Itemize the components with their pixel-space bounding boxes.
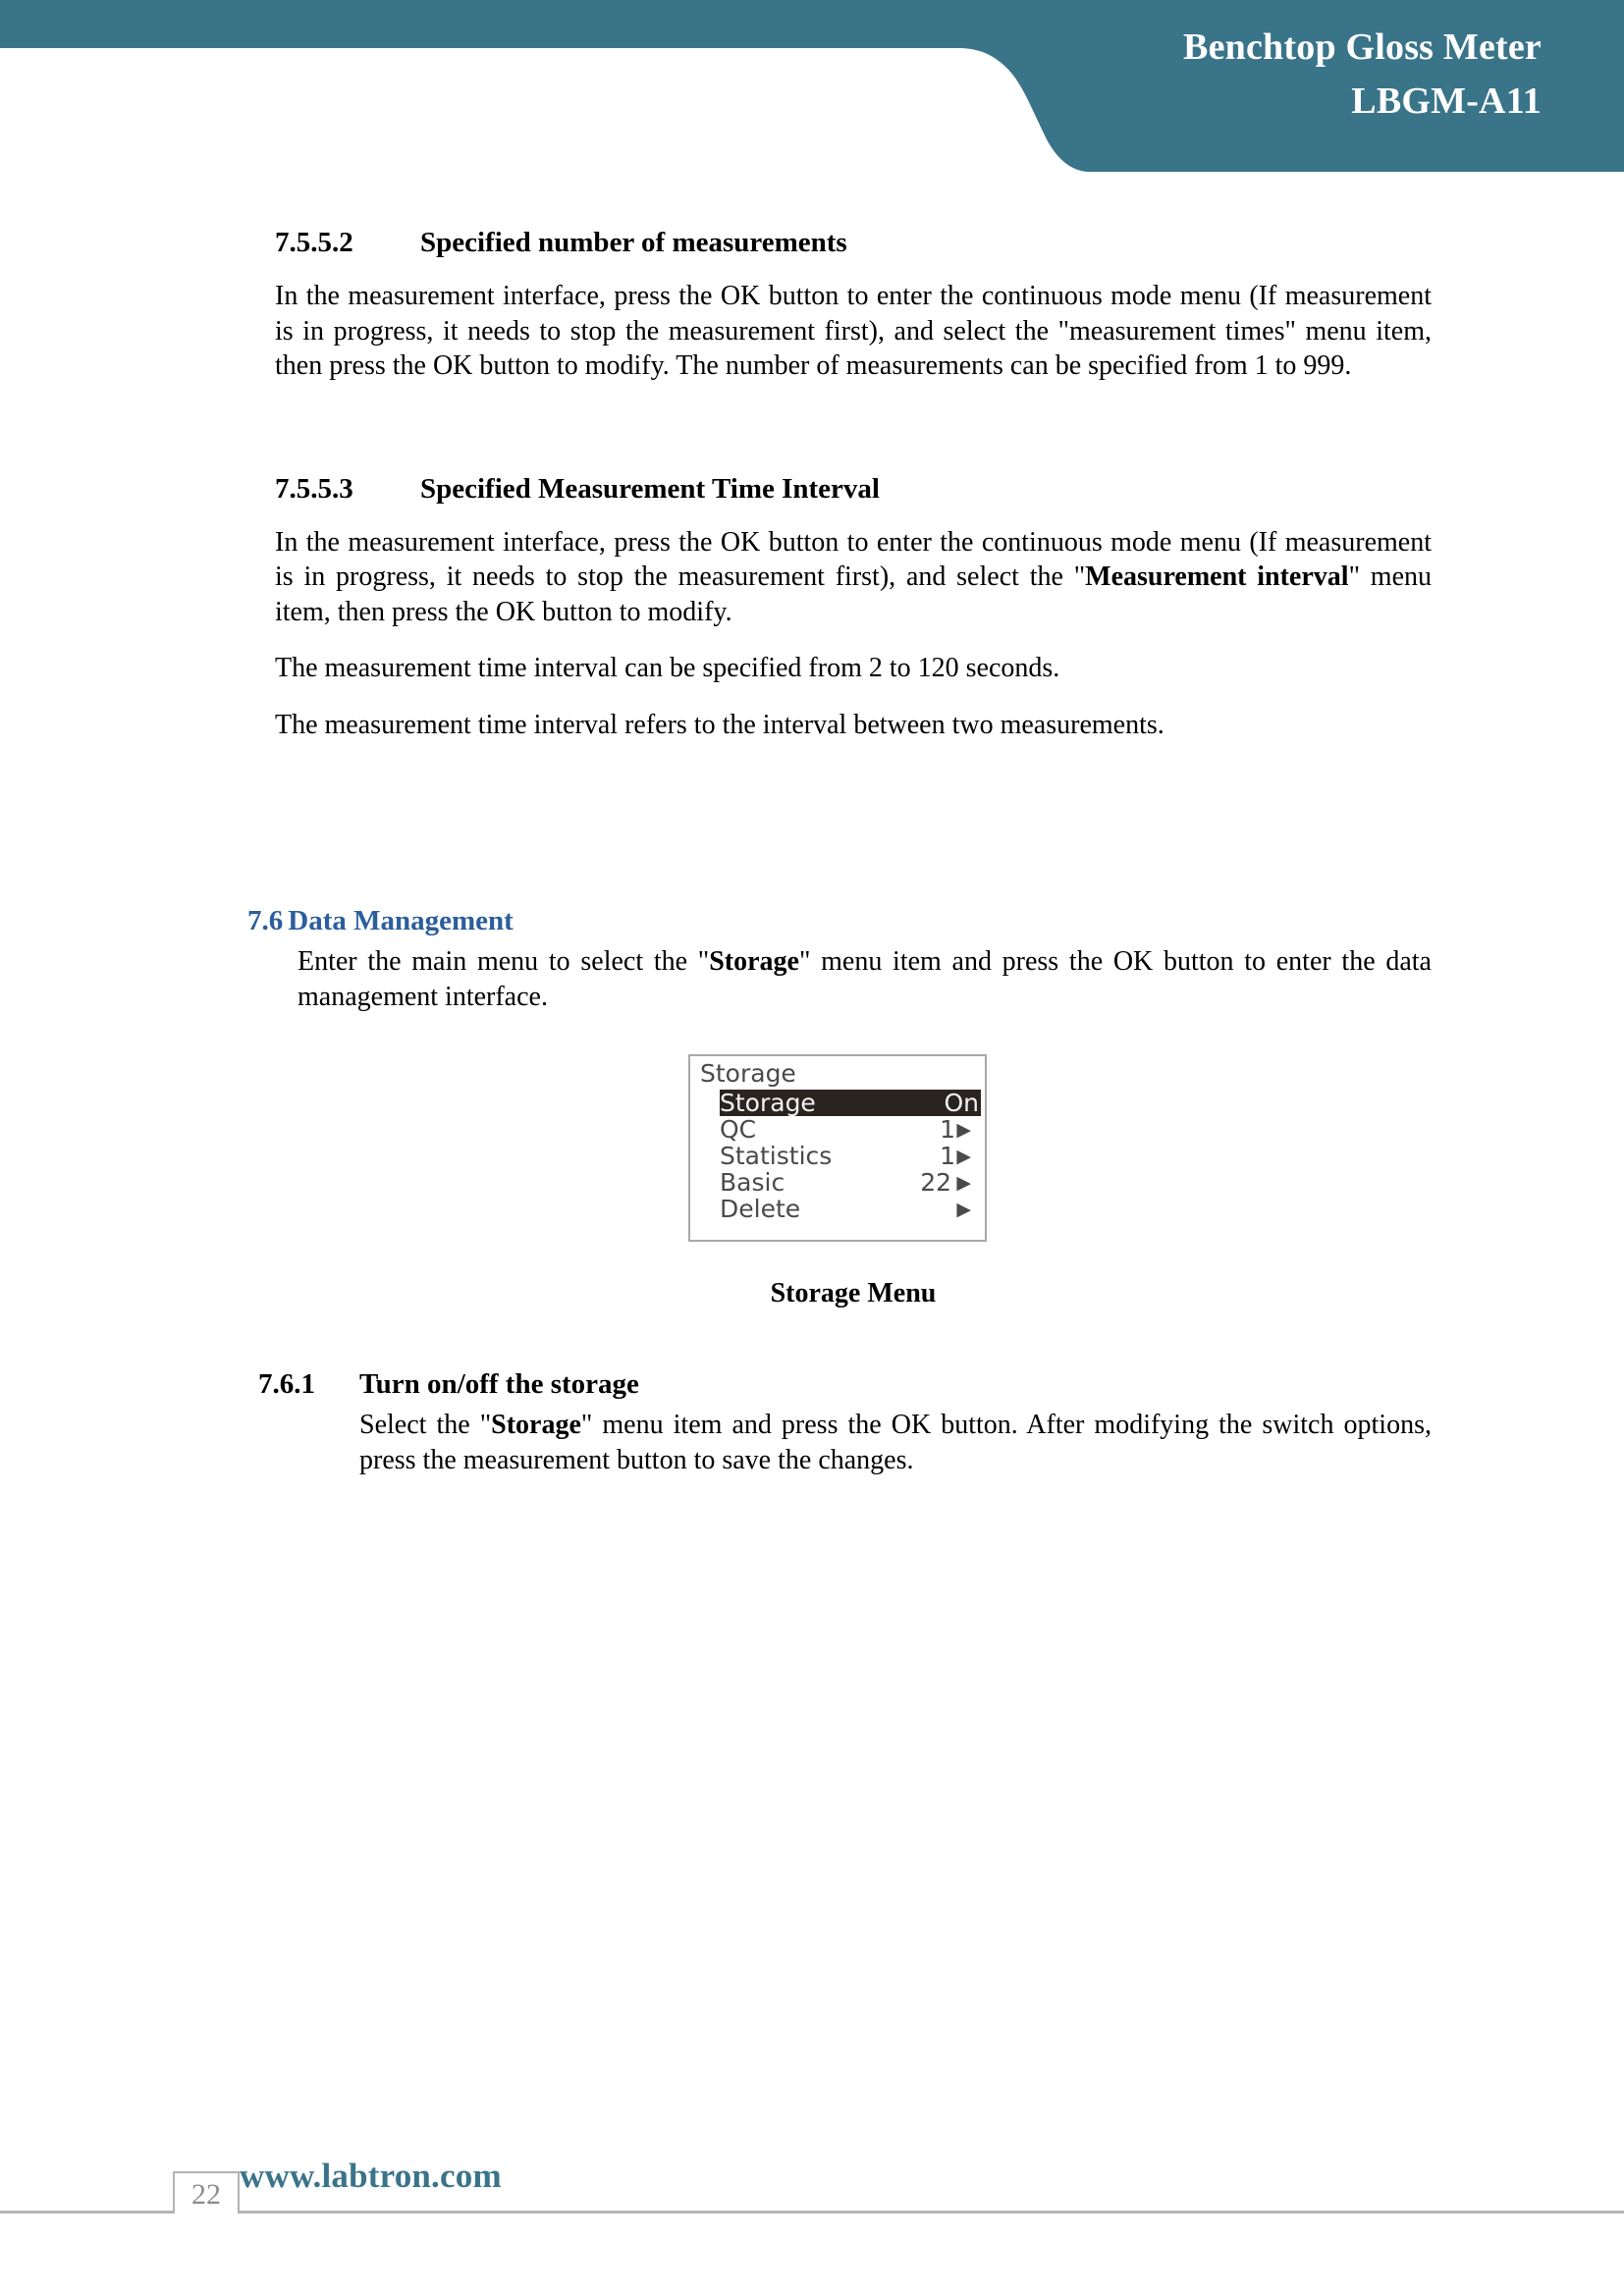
footer-divider-left xyxy=(0,2211,175,2214)
lcd-item-label: Delete xyxy=(720,1195,801,1223)
lcd-menu-item-statistics[interactable] xyxy=(720,1143,973,1169)
emphasis-measurement-interval: Measurement interval xyxy=(1085,561,1349,592)
section-paragraph-7553-range: The measurement time interval can be specified from 2 to 120 seconds. xyxy=(275,653,1060,683)
section-paragraph-761 xyxy=(359,1408,1432,1477)
lcd-item-label: Storage xyxy=(720,1089,816,1117)
section-number-7553: 7.5.5.3 xyxy=(275,472,353,505)
product-model: LBGM-A11 xyxy=(1351,80,1542,122)
lcd-menu-item-storage[interactable] xyxy=(720,1090,981,1116)
lcd-item-value: On xyxy=(944,1089,979,1117)
chevron-right-icon: ▶ xyxy=(956,1172,971,1194)
section-paragraph-7553 xyxy=(275,525,1432,630)
header-title-block xyxy=(1183,22,1542,130)
section-title-7553: Specified Measurement Time Interval xyxy=(420,472,880,505)
lcd-item-label: Basic xyxy=(720,1168,785,1197)
lcd-item-label: Statistics xyxy=(720,1142,833,1170)
lcd-item-value: 1 xyxy=(940,1142,955,1170)
paragraph-text-post: " menu item, then press the OK button to modify. xyxy=(275,561,1433,627)
section-heading-7552 xyxy=(275,226,1432,259)
section-title-7552: Specified number of measurements xyxy=(420,227,847,258)
lcd-screen-title: Storage xyxy=(700,1059,796,1088)
section-title-761: Turn on/off the storage xyxy=(359,1368,639,1400)
lcd-item-value: 1 xyxy=(940,1115,955,1144)
product-title: Benchtop Gloss Meter xyxy=(1183,27,1542,68)
section-paragraph-7553-note: The measurement time interval refers to the interval between two measurements. xyxy=(275,709,1164,740)
section-paragraph-76 xyxy=(298,944,1432,1014)
chevron-right-icon: ▶ xyxy=(956,1119,971,1141)
section-paragraph-7552: In the measurement interface, press the OK button to enter the continuous mode menu (If measurement is in progress, it needs to stop the measurement first), and select the "measurement times" menu item, then press the OK button to modify. The number of measurements can be specified from 1 to 999. xyxy=(275,281,1432,381)
chevron-right-icon: ▶ xyxy=(956,1146,971,1167)
lcd-menu-list xyxy=(690,1090,985,1222)
section-number-7552: 7.5.5.2 xyxy=(275,227,353,258)
page-header xyxy=(0,0,1624,172)
storage-menu-screenshot xyxy=(688,1054,987,1242)
lcd-item-label: QC xyxy=(720,1115,757,1144)
page-footer xyxy=(0,2119,1624,2296)
paragraph76-post: " menu item and press the OK button to enter the data management interface. xyxy=(298,946,1432,1012)
website-url[interactable]: www.labtron.com xyxy=(240,2157,502,2195)
paragraph-text-pre: In the measurement interface, press the OK button to enter the continuous mode menu (If measurement is in progress, it needs to stop the measurement first), and select the " xyxy=(275,526,1432,592)
section-heading-7553 xyxy=(275,472,1432,506)
emphasis-storage-76: Storage xyxy=(709,946,799,977)
figure-caption: Storage Menu xyxy=(770,1278,937,1308)
section-heading-761 xyxy=(258,1366,639,1402)
paragraph761-post: " menu item and press the OK button. After modifying the switch options, press the measurement button to save the changes. xyxy=(359,1410,1432,1475)
lcd-menu-item-basic[interactable] xyxy=(720,1169,973,1196)
footer-divider-right xyxy=(238,2211,1624,2214)
paragraph761-pre: Select the " xyxy=(359,1410,492,1440)
section-number-76: 7.6 xyxy=(247,905,284,936)
lcd-menu-item-qc[interactable] xyxy=(720,1116,973,1143)
main-content xyxy=(275,226,1432,742)
chevron-right-icon: ▶ xyxy=(956,1199,971,1220)
lcd-item-value: 22 xyxy=(920,1168,951,1197)
page-number: 22 xyxy=(191,2178,221,2211)
section-heading-76 xyxy=(247,903,514,938)
emphasis-storage-761: Storage xyxy=(491,1410,581,1440)
section-title-76: Data Management xyxy=(288,905,514,936)
section-number-761: 7.6.1 xyxy=(258,1368,315,1400)
lcd-menu-item-delete[interactable] xyxy=(720,1196,973,1222)
paragraph76-pre: Enter the main menu to select the " xyxy=(298,946,710,977)
